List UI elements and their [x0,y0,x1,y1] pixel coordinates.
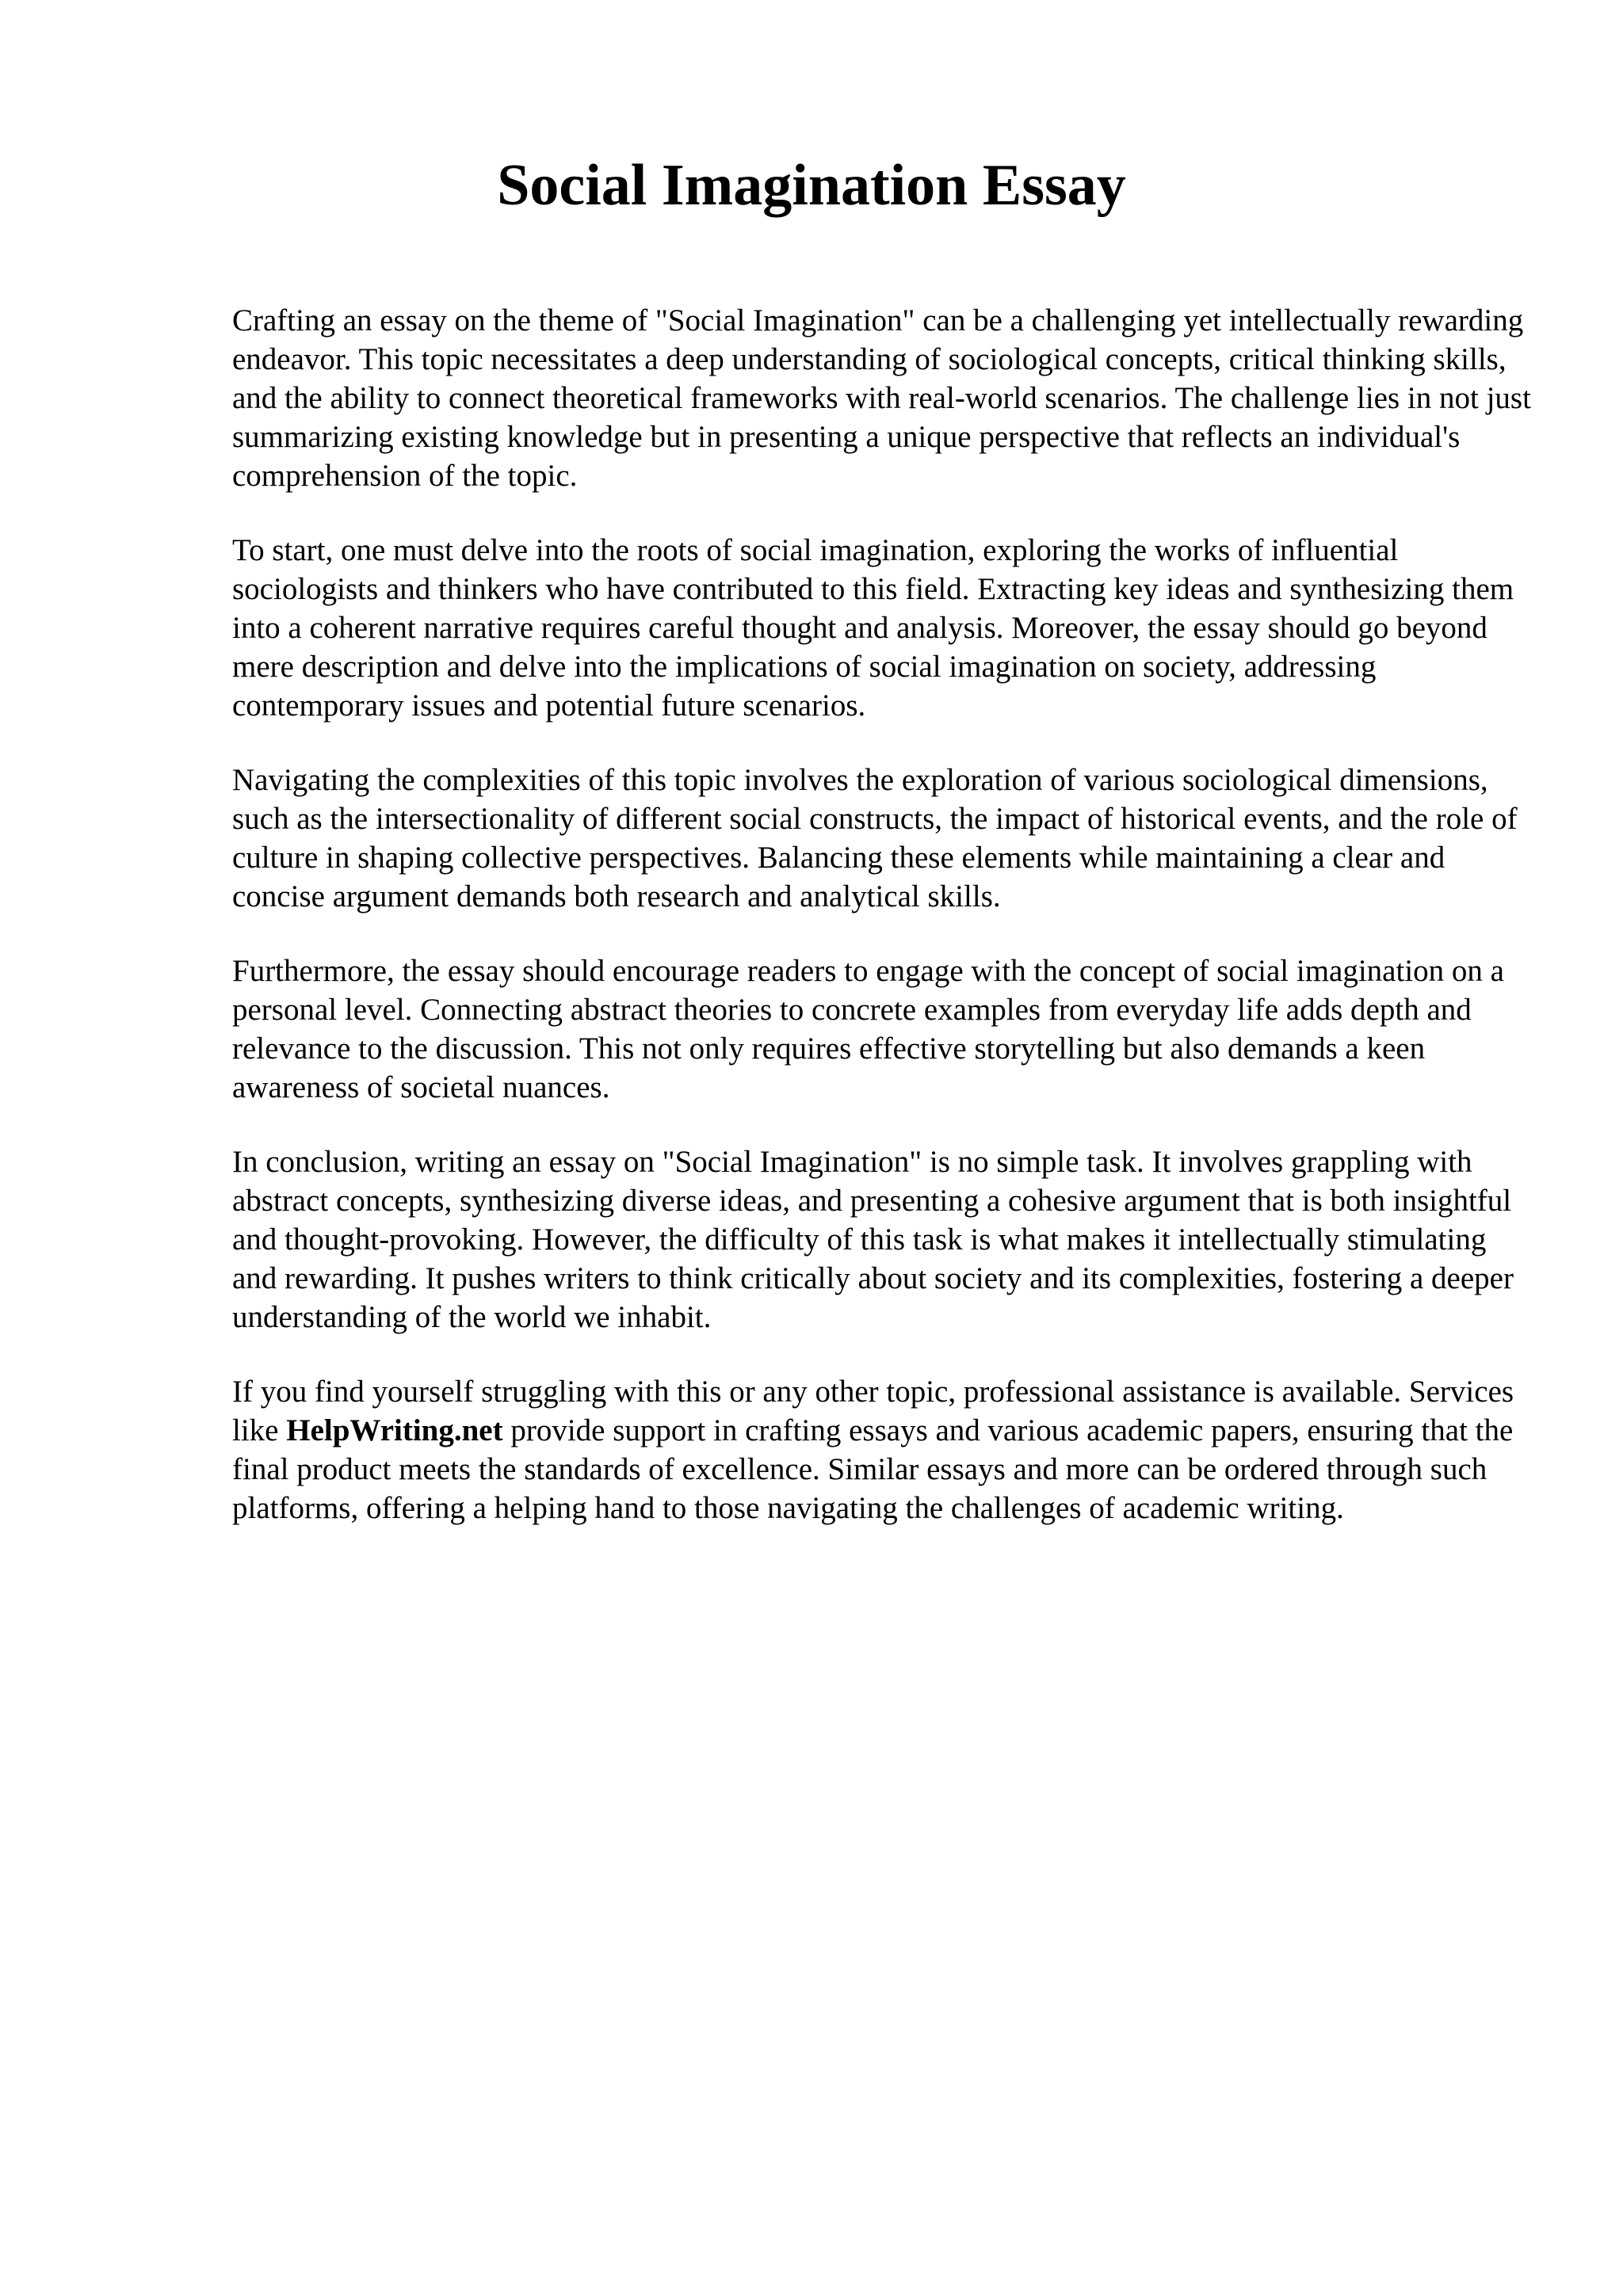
brand-name: HelpWriting.net [286,1413,503,1447]
paragraph-4: Furthermore, the essay should encourage readers to engage with the concept of social imagination on a personal level. Connecting abstract theories to concrete examples from everyday life adds depth and relevance to the discussion. This not only requires effective storytelling but also demands a keen awareness of societal nuances. [232,954,1504,1104]
page-title: Social Imagination Essay [497,153,1126,218]
paragraph-2: To start, one must delve into the roots of social imagination, exploring the works of influential sociologists and thinkers who have contributed to this field. Extracting key ideas and synthesizing them into a coherent narrative requires careful thought and analysis. Moreover, the essay should go beyond mere description and delve into the implications of social imagination on society, addressing contemporary issues and potential future scenarios. [232,533,1514,723]
essay-body [232,301,1532,1527]
paragraph-1: Crafting an essay on the theme of "Social Imagination" can be a challenging yet intellectually rewarding endeavor. This topic necessitates a deep understanding of sociological concepts, critical thinking skills, and the ability to connect theoretical frameworks with real-world scenarios. The challenge lies in not just summarizing existing knowledge but in presenting a unique perspective that reflects an individual's comprehension of the topic. [232,303,1531,493]
paragraph-5: In conclusion, writing an essay on "Social Imagination" is no simple task. It involves grappling with abstract concepts, synthesizing diverse ideas, and presenting a cohesive argument that is both insightful and thought-provoking. However, the difficulty of this task is what makes it intellectually stimulating and rewarding. It pushes writers to think critically about society and its complexities, fostering a deeper understanding of the world we inhabit. [232,1145,1514,1334]
closing-text-start: If you find yourself struggling with this or any other topic, professional assistance is available. Services like [232,1375,1514,1447]
closing-paragraph [232,1372,1532,1527]
paragraph-3: Navigating the complexities of this topic involves the exploration of various sociological dimensions, such as the intersectionality of different social constructs, the impact of historical events, and the role of culture in shaping collective perspectives. Balancing these elements while maintaining a clear and concise argument demands both research and analytical skills. [232,763,1518,913]
closing-text-end: provide support in crafting essays and various academic papers, ensuring that the final product meets the standards of excellence. Similar essays and more can be ordered through such platforms, offering a helping hand to those navigating the challenges of academic writing. [232,1413,1514,1525]
